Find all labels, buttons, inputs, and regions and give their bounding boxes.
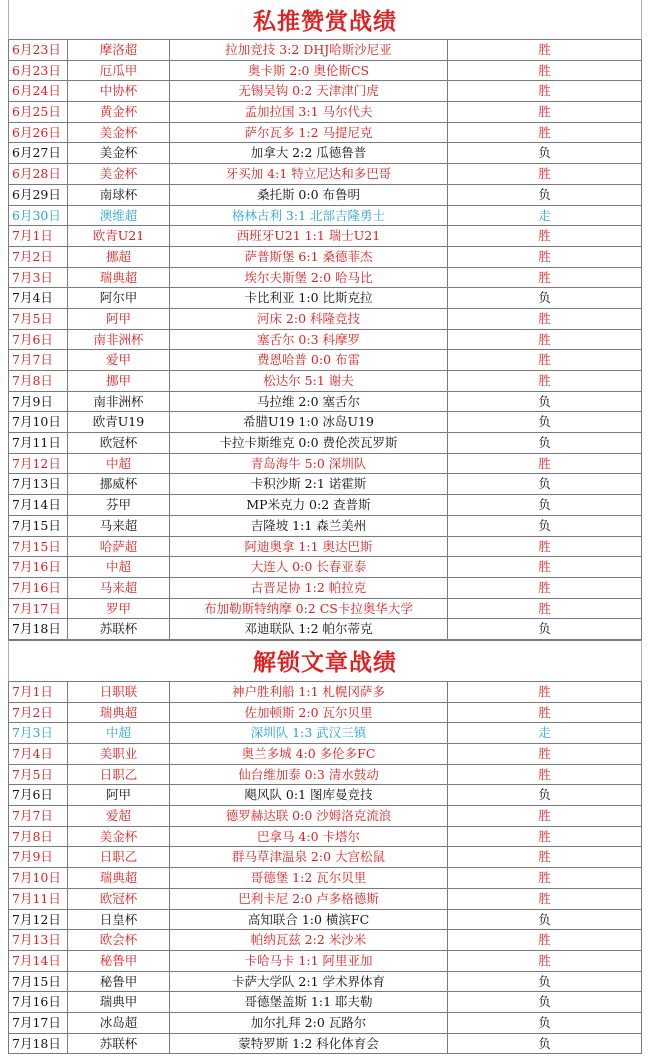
result-cell: 胜 (538, 248, 551, 264)
date-cell: 7月12日 (9, 454, 68, 474)
league-cell: 美金杯 (68, 123, 170, 143)
result-cell: 胜 (538, 373, 551, 388)
league-cell: 欧会杯 (68, 930, 170, 950)
result-cell: 胜 (538, 124, 551, 140)
table-row (8, 495, 642, 516)
result-cell: 负 (538, 994, 551, 1010)
table-row (8, 102, 642, 123)
table-row (8, 889, 642, 910)
table-row (8, 226, 642, 247)
table-row (8, 930, 642, 951)
result-cell: 胜 (538, 746, 551, 761)
result-cell: 胜 (538, 932, 551, 948)
date-cell: 6月28日 (9, 164, 68, 184)
match-cell: 希腊U19 1:0 冰岛U19 (170, 412, 448, 432)
league-cell: 美金杯 (68, 143, 170, 163)
match-cell: 吉隆坡 1:1 森兰美州 (170, 516, 448, 536)
table-row (8, 81, 642, 102)
match-cell: 加尔扎拜 2:0 瓦路尔 (170, 1013, 448, 1033)
date-cell: 6月24日 (9, 81, 68, 101)
table-row (8, 847, 642, 868)
match-cell: 加拿大 2:2 瓜德鲁普 (170, 143, 448, 163)
league-cell: 摩洛超 (68, 40, 170, 60)
table-row (8, 557, 642, 578)
table-row (8, 972, 642, 993)
league-cell: 爱超 (68, 806, 170, 826)
match-cell: 萨普斯堡 6:1 桑德菲杰 (170, 247, 448, 267)
result-cell: 负 (538, 1014, 551, 1030)
result-cell: 胜 (538, 952, 551, 968)
match-cell: 费恩哈普 0:0 布雷 (170, 350, 448, 370)
table-row (8, 806, 642, 827)
result-cell: 负 (538, 911, 551, 927)
match-cell: 萨尔瓦多 1:2 马提尼克 (170, 123, 448, 143)
league-cell: 秘鲁甲 (68, 951, 170, 971)
result-cell: 胜 (538, 352, 551, 368)
result-cell: 负 (538, 476, 551, 492)
date-cell: 7月7日 (9, 806, 68, 826)
result-cell: 胜 (538, 870, 551, 886)
match-cell: 青岛海牛 5:0 深圳队 (170, 454, 448, 474)
match-cell: 马拉维 2:0 塞舌尔 (170, 392, 448, 412)
league-cell: 黄金杯 (68, 102, 170, 122)
table-row (8, 330, 642, 351)
match-cell: 西班牙U21 1:1 瑞士U21 (170, 226, 448, 246)
table-row (8, 516, 642, 537)
match-cell: 神户胜利船 1:1 札幌冈萨多 (170, 682, 448, 702)
table-row (8, 910, 642, 931)
table-row (8, 350, 642, 371)
match-cell: 高知联合 1:0 横滨FC (170, 910, 448, 930)
table-row (8, 206, 642, 227)
match-cell: 卡比利亚 1:0 比斯克拉 (170, 288, 448, 308)
date-cell: 7月7日 (9, 350, 68, 370)
league-cell: 美金杯 (68, 827, 170, 847)
league-cell: 南非洲杯 (68, 392, 170, 412)
result-cell: 走 (538, 725, 551, 741)
league-cell: 冰岛超 (68, 1013, 170, 1033)
league-cell: 欧冠杯 (68, 433, 170, 453)
table-row (8, 392, 642, 413)
league-cell: 瑞典超 (68, 703, 170, 723)
date-cell: 7月1日 (9, 682, 68, 702)
date-cell: 7月16日 (9, 578, 68, 598)
table-row (8, 578, 642, 599)
date-cell: 7月8日 (9, 827, 68, 847)
league-cell: 苏联杯 (68, 1034, 170, 1054)
match-cell: MP米克力 0:2 查普斯 (170, 495, 448, 515)
match-cell: 哥德堡盖斯 1:1 耶夫勒 (170, 992, 448, 1012)
section-title-row (8, 640, 642, 682)
date-cell: 6月26日 (9, 123, 68, 143)
result-cell: 负 (538, 393, 551, 409)
league-cell: 澳维超 (68, 206, 170, 226)
result-cell: 负 (538, 145, 551, 161)
league-cell: 南非洲杯 (68, 330, 170, 350)
match-cell: 奥兰多城 4:0 多伦多FC (170, 744, 448, 764)
date-cell: 7月3日 (9, 268, 68, 288)
result-cell: 胜 (538, 104, 551, 120)
league-cell: 芬甲 (68, 495, 170, 515)
match-cell: 无锡吴钩 0:2 天津津门虎 (170, 81, 448, 101)
match-cell: 布加勒斯特纳摩 0:2 CS卡拉奥华大学 (170, 599, 448, 619)
result-cell: 胜 (538, 310, 551, 326)
table-row (8, 185, 642, 206)
result-cell: 负 (538, 414, 551, 430)
table-row (8, 247, 642, 268)
date-cell: 7月9日 (9, 847, 68, 867)
match-cell: 哥德堡 1:2 瓦尔贝里 (170, 868, 448, 888)
league-cell: 阿甲 (68, 785, 170, 805)
result-cell: 胜 (538, 766, 551, 782)
league-cell: 南球杯 (68, 185, 170, 205)
table-row (8, 309, 642, 330)
table-row (8, 619, 642, 640)
date-cell: 7月15日 (9, 537, 68, 557)
result-cell: 走 (538, 207, 551, 223)
league-cell: 日职乙 (68, 847, 170, 867)
date-cell: 6月29日 (9, 185, 68, 205)
table-row (8, 371, 642, 392)
date-cell: 7月12日 (9, 910, 68, 930)
table-row (8, 682, 642, 703)
result-cell: 胜 (538, 849, 551, 865)
result-cell: 胜 (538, 808, 551, 824)
result-cell: 胜 (538, 455, 551, 471)
result-cell: 负 (538, 1035, 551, 1051)
table-row (8, 537, 642, 558)
match-cell: 邓迪联队 1:2 帕尔蒂克 (170, 619, 448, 639)
league-cell: 中超 (68, 723, 170, 743)
result-cell: 负 (538, 787, 551, 803)
result-cell: 负 (538, 290, 551, 306)
table-row (8, 412, 642, 433)
date-cell: 7月11日 (9, 433, 68, 453)
result-cell: 胜 (538, 228, 551, 244)
result-cell: 胜 (538, 42, 551, 57)
match-cell: 格林古利 3:1 北部吉隆勇士 (170, 206, 448, 226)
date-cell: 7月16日 (9, 992, 68, 1012)
result-cell: 胜 (538, 62, 551, 78)
date-cell: 7月6日 (9, 785, 68, 805)
result-cell: 胜 (538, 828, 551, 844)
match-cell: 塞舌尔 0:3 科摩罗 (170, 330, 448, 350)
table-row (8, 1034, 642, 1055)
date-cell: 7月16日 (9, 557, 68, 577)
date-cell: 7月9日 (9, 392, 68, 412)
date-cell: 7月15日 (9, 972, 68, 992)
date-cell: 7月15日 (9, 516, 68, 536)
result-cell: 胜 (538, 890, 551, 906)
date-cell: 7月18日 (9, 1034, 68, 1054)
match-cell: 大连人 0:0 长春亚泰 (170, 557, 448, 577)
league-cell: 哈萨超 (68, 537, 170, 557)
result-cell: 负 (538, 186, 551, 202)
results-sheet (8, 0, 642, 1054)
result-cell: 胜 (538, 166, 551, 182)
date-cell: 7月18日 (9, 619, 68, 639)
league-cell: 挪超 (68, 247, 170, 267)
table-row (8, 785, 642, 806)
league-cell: 美金杯 (68, 164, 170, 184)
match-cell: 帕纳瓦兹 2:2 米沙米 (170, 930, 448, 950)
date-cell: 7月17日 (9, 1013, 68, 1033)
league-cell: 中超 (68, 557, 170, 577)
result-cell: 负 (538, 973, 551, 989)
date-cell: 6月23日 (9, 40, 68, 60)
section-title: 解锁文章战绩 (253, 650, 397, 677)
table-row (8, 599, 642, 620)
date-cell: 7月8日 (9, 371, 68, 391)
date-cell: 7月10日 (9, 868, 68, 888)
result-cell: 负 (538, 435, 551, 451)
date-cell: 7月4日 (9, 288, 68, 308)
league-cell: 美职业 (68, 744, 170, 764)
league-cell: 欧青U19 (68, 412, 170, 432)
table-row (8, 288, 642, 309)
result-cell: 胜 (538, 331, 551, 347)
result-cell: 胜 (538, 538, 551, 554)
league-cell: 日职乙 (68, 765, 170, 785)
date-cell: 7月13日 (9, 930, 68, 950)
league-cell: 挪威杯 (68, 474, 170, 494)
result-cell: 胜 (538, 83, 551, 99)
section-title-row (8, 0, 642, 40)
match-cell: 卡拉卡斯维克 0:0 费伦茨瓦罗斯 (170, 433, 448, 453)
table-row (8, 868, 642, 889)
table-row (8, 143, 642, 164)
league-cell: 日职联 (68, 682, 170, 702)
table-row (8, 164, 642, 185)
result-cell: 胜 (538, 269, 551, 285)
table-row (8, 474, 642, 495)
match-cell: 古晋足协 1:2 帕拉克 (170, 578, 448, 598)
league-cell: 马来超 (68, 578, 170, 598)
match-cell: 埃尔夫斯堡 2:0 哈马比 (170, 268, 448, 288)
league-cell: 日皇杯 (68, 910, 170, 930)
table-row (8, 61, 642, 82)
date-cell: 7月17日 (9, 599, 68, 619)
table-row (8, 992, 642, 1013)
table-row (8, 454, 642, 475)
table-row (8, 827, 642, 848)
date-cell: 7月6日 (9, 330, 68, 350)
league-cell: 中超 (68, 454, 170, 474)
match-cell: 河床 2:0 科隆竞技 (170, 309, 448, 329)
result-cell: 负 (538, 497, 551, 513)
match-cell: 桑托斯 0:0 布鲁明 (170, 185, 448, 205)
date-cell: 7月10日 (9, 412, 68, 432)
table-row (8, 123, 642, 144)
match-cell: 德罗赫达联 0:0 沙姆洛克流浪 (170, 806, 448, 826)
match-cell: 佐加顿斯 2:0 瓦尔贝里 (170, 703, 448, 723)
league-cell: 瑞典甲 (68, 992, 170, 1012)
date-cell: 7月13日 (9, 474, 68, 494)
match-cell: 卡萨大学队 2:1 学术界体育 (170, 972, 448, 992)
date-cell: 7月2日 (9, 247, 68, 267)
league-cell: 瑞典超 (68, 868, 170, 888)
table-row (8, 268, 642, 289)
league-cell: 挪甲 (68, 371, 170, 391)
result-cell: 胜 (538, 683, 551, 699)
table-row (8, 951, 642, 972)
result-cell: 胜 (538, 579, 551, 595)
match-cell: 拉加竞技 3:2 DHJ哈斯沙尼亚 (170, 40, 448, 60)
match-cell: 巴利卡尼 2:0 卢多格德斯 (170, 889, 448, 909)
table-row (8, 723, 642, 744)
match-cell: 飓风队 0:1 图库曼竞技 (170, 785, 448, 805)
result-cell: 胜 (538, 559, 551, 575)
date-cell: 7月4日 (9, 744, 68, 764)
match-cell: 卡哈马卡 1:1 阿里亚加 (170, 951, 448, 971)
result-cell: 胜 (538, 600, 551, 616)
match-cell: 松达尔 5:1 谢夫 (170, 371, 448, 391)
table-row (8, 703, 642, 724)
date-cell: 7月5日 (9, 765, 68, 785)
match-cell: 卡积沙斯 2:1 诺霍斯 (170, 474, 448, 494)
date-cell: 7月1日 (9, 226, 68, 246)
match-cell: 孟加拉国 3:1 马尔代夫 (170, 102, 448, 122)
result-cell: 胜 (538, 704, 551, 720)
league-cell: 欧冠杯 (68, 889, 170, 909)
league-cell: 苏联杯 (68, 619, 170, 639)
match-cell: 蒙特罗斯 1:2 科化体育会 (170, 1034, 448, 1054)
match-cell: 巴拿马 4:0 卡塔尔 (170, 827, 448, 847)
date-cell: 6月25日 (9, 102, 68, 122)
match-cell: 牙买加 4:1 特立尼达和多巴哥 (170, 164, 448, 184)
table-row (8, 1013, 642, 1034)
table-row (8, 765, 642, 786)
result-cell: 负 (538, 621, 551, 637)
date-cell: 6月27日 (9, 143, 68, 163)
table-row (8, 433, 642, 454)
match-cell: 群马草津温泉 2:0 大宫松鼠 (170, 847, 448, 867)
league-cell: 阿甲 (68, 309, 170, 329)
league-cell: 罗甲 (68, 599, 170, 619)
league-cell: 阿尔甲 (68, 288, 170, 308)
result-cell: 负 (538, 517, 551, 533)
match-cell: 奥卡斯 2:0 奥伦斯CS (170, 61, 448, 81)
league-cell: 瑞典超 (68, 268, 170, 288)
match-cell: 仙台维加泰 0:3 清水鼓动 (170, 765, 448, 785)
date-cell: 7月2日 (9, 703, 68, 723)
league-cell: 秘鲁甲 (68, 972, 170, 992)
date-cell: 7月5日 (9, 309, 68, 329)
date-cell: 7月3日 (9, 723, 68, 743)
date-cell: 6月30日 (9, 206, 68, 226)
section-title: 私推赞赏战绩 (253, 9, 397, 35)
league-cell: 中协杯 (68, 81, 170, 101)
league-cell: 马来超 (68, 516, 170, 536)
date-cell: 7月14日 (9, 495, 68, 515)
league-cell: 欧青U21 (68, 226, 170, 246)
league-cell: 厄瓜甲 (68, 61, 170, 81)
table-row (8, 40, 642, 61)
table-row (8, 744, 642, 765)
match-cell: 阿迪奥拿 1:1 奥达巴斯 (170, 537, 448, 557)
date-cell: 7月11日 (9, 889, 68, 909)
league-cell: 爱甲 (68, 350, 170, 370)
date-cell: 6月23日 (9, 61, 68, 81)
match-cell: 深圳队 1:3 武汉三镇 (170, 723, 448, 743)
date-cell: 7月14日 (9, 951, 68, 971)
